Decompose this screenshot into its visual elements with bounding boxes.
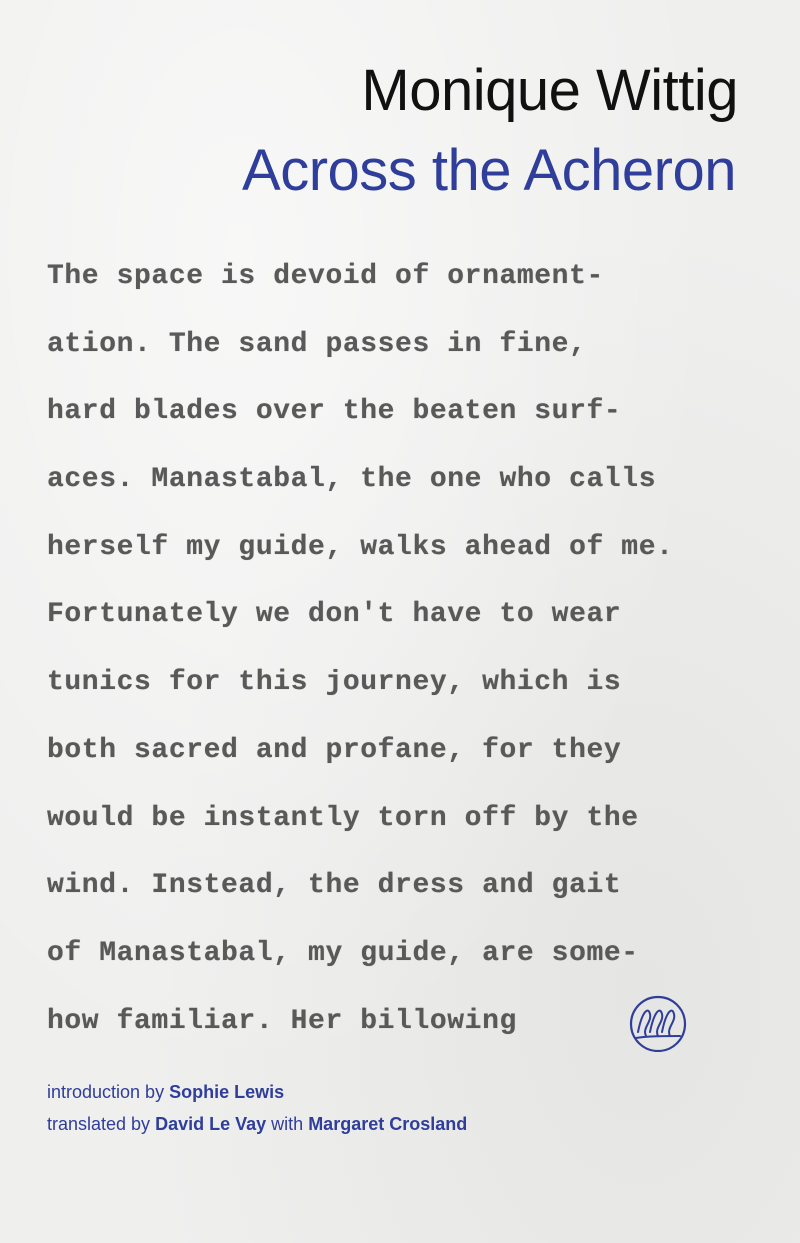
- intro-prefix: introduction by: [47, 1082, 165, 1102]
- author-name: Monique Wittig: [361, 58, 738, 123]
- book-title: Across the Acheron: [242, 138, 736, 203]
- excerpt-line: how familiar. Her billowing: [47, 1005, 517, 1037]
- intro-name: Sophie Lewis: [169, 1082, 285, 1102]
- with-word: with: [271, 1114, 304, 1134]
- excerpt-line: ation. The sand passes in fine,: [47, 328, 587, 360]
- publisher-monogram-icon: [624, 992, 694, 1052]
- excerpt-line: both sacred and profane, for they: [47, 734, 622, 766]
- excerpt-line: Fortunately we don't have to wear: [47, 599, 622, 631]
- credits: [47, 1078, 467, 1142]
- excerpt-line: aces. Manastabal, the one who calls: [47, 464, 657, 496]
- excerpt-line: The space is devoid of ornament-: [47, 261, 604, 292]
- typewritten-excerpt: [47, 252, 767, 1064]
- translated-prefix: translated by: [47, 1114, 151, 1134]
- introduction-credit: [47, 1078, 467, 1110]
- cotranslator-name: Margaret Crosland: [308, 1114, 468, 1134]
- excerpt-line: tunics for this journey, which is: [47, 667, 622, 699]
- translation-credit: [47, 1110, 467, 1142]
- excerpt-line: hard blades over the beaten surf-: [47, 396, 622, 428]
- excerpt-line: herself my guide, walks ahead of me.: [47, 531, 674, 563]
- excerpt-line: wind. Instead, the dress and gait: [47, 870, 622, 902]
- translator-name: David Le Vay: [155, 1114, 267, 1134]
- excerpt-line: would be instantly torn off by the: [47, 802, 639, 834]
- excerpt-line: of Manastabal, my guide, are some-: [47, 937, 639, 969]
